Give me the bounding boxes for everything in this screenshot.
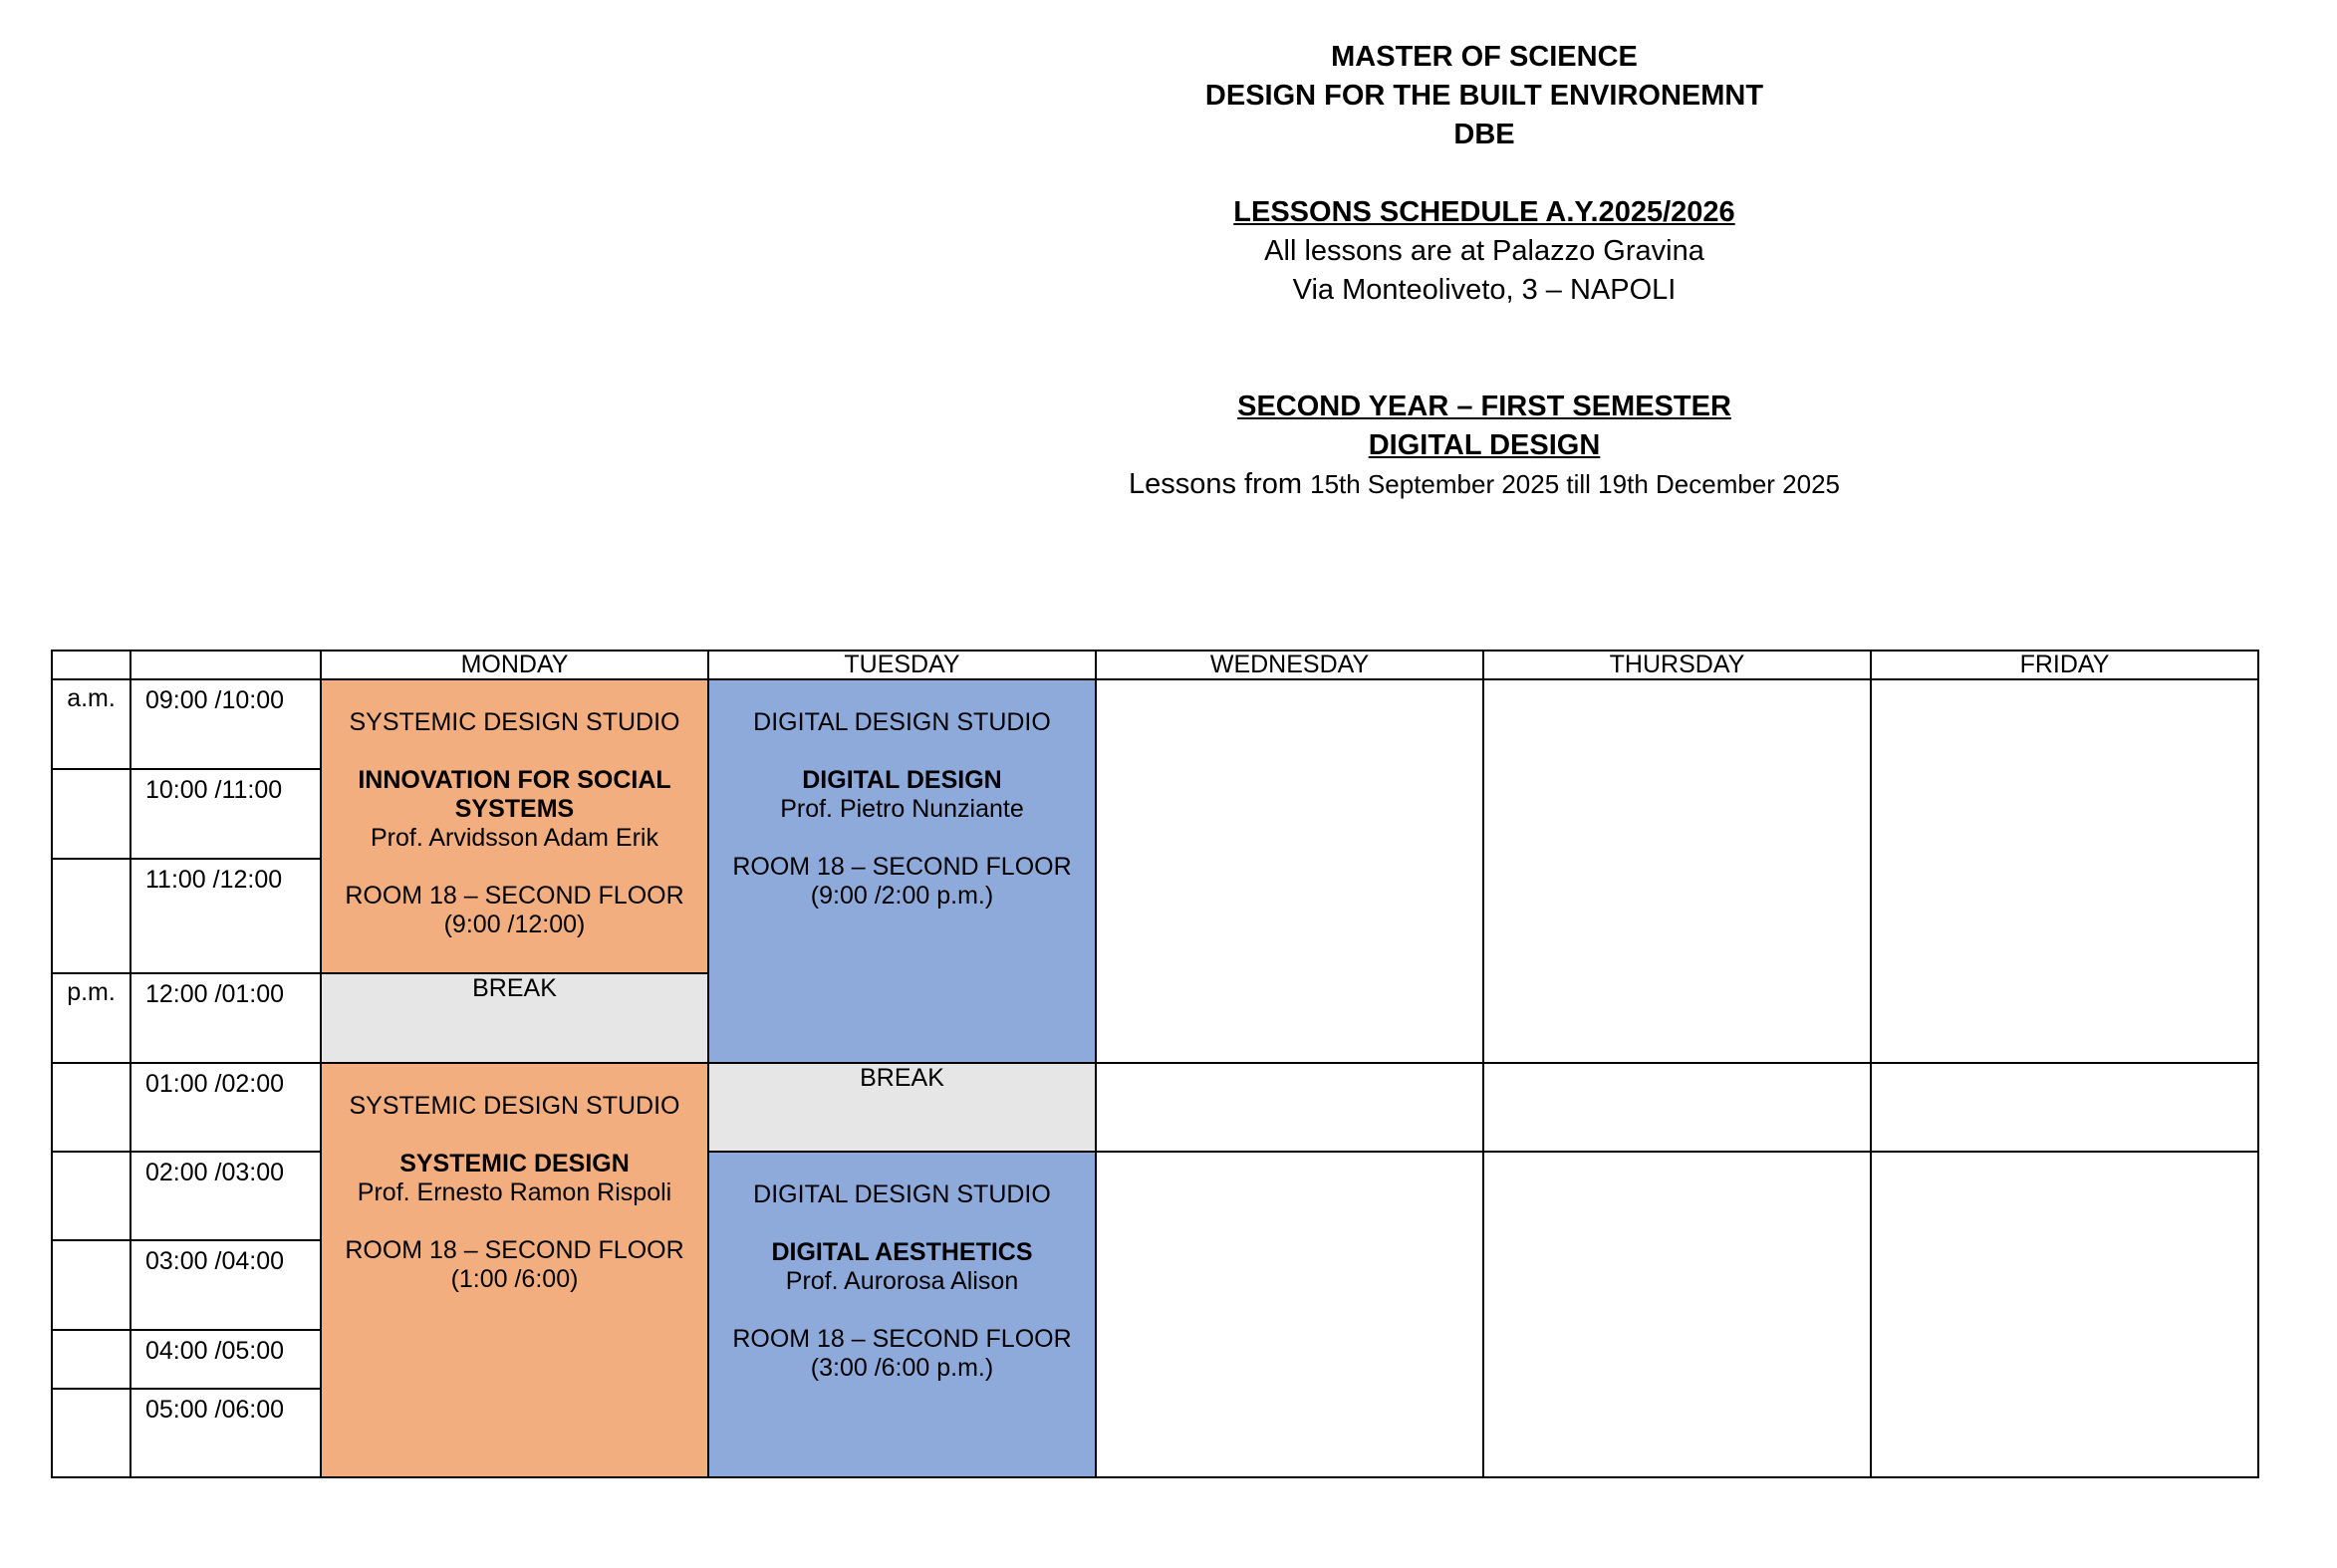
period-blank: [52, 1063, 130, 1152]
thursday-morning-empty: [1483, 679, 1871, 1063]
period-blank: [52, 1240, 130, 1330]
time-slot: 04:00 /05:00: [130, 1330, 321, 1389]
day-header-tuesday: TUESDAY: [708, 651, 1096, 679]
program-acronym: DBE: [1453, 119, 1515, 150]
header-blank-period: [52, 651, 130, 679]
tuesday-break: BREAK: [708, 1063, 1096, 1152]
monday-break: BREAK: [321, 973, 708, 1063]
time-slot: 09:00 /10:00: [130, 679, 321, 769]
lesson-hours: (1:00 /6:00): [450, 1265, 579, 1293]
tuesday-afternoon-lesson: [708, 1152, 1096, 1477]
time-slot: 03:00 /04:00: [130, 1240, 321, 1330]
professor-name: Prof. Aurorosa Alison: [785, 1267, 1019, 1295]
table-row: [52, 679, 2258, 769]
time-slot: 02:00 /03:00: [130, 1152, 321, 1240]
studio-name: DIGITAL DESIGN STUDIO: [753, 708, 1051, 736]
location-line-2: Via Monteoliveto, 3 – NAPOLI: [1292, 274, 1677, 306]
period-am: a.m.: [52, 679, 130, 769]
lesson-dates-prefix: Lessons from: [1128, 468, 1311, 500]
course-name-line-1: INNOVATION FOR SOCIAL: [358, 766, 671, 794]
course-name: DIGITAL AESTHETICS: [771, 1238, 1033, 1266]
professor-name: Prof. Ernesto Ramon Rispoli: [357, 1178, 672, 1206]
professor-name: Prof. Pietro Nunziante: [780, 795, 1024, 823]
document-header: [1036, 38, 1933, 504]
time-slot: 11:00 /12:00: [130, 859, 321, 973]
studio-name: SYSTEMIC DESIGN STUDIO: [349, 1092, 680, 1120]
course-name: DIGITAL DESIGN: [802, 766, 1002, 794]
tuesday-morning-lesson: [708, 679, 1096, 1063]
period-blank: [52, 1152, 130, 1240]
time-slot: 12:00 /01:00: [130, 973, 321, 1063]
day-header-wednesday: WEDNESDAY: [1096, 651, 1483, 679]
table-row: [52, 1063, 2258, 1152]
time-slot: 10:00 /11:00: [130, 769, 321, 859]
thursday-afternoon-empty: [1483, 1152, 1871, 1477]
schedule-title: LESSONS SCHEDULE A.Y.2025/2026: [1233, 196, 1735, 228]
monday-morning-lesson: [321, 679, 708, 973]
room-location: ROOM 18 – SECOND FLOOR: [345, 882, 684, 910]
day-header-monday: MONDAY: [321, 651, 708, 679]
professor-name: Prof. Arvidsson Adam Erik: [370, 824, 658, 852]
monday-afternoon-lesson: [321, 1063, 708, 1477]
friday-morning-empty: [1871, 679, 2258, 1063]
room-location: ROOM 18 – SECOND FLOOR: [345, 1236, 684, 1264]
room-location: ROOM 18 – SECOND FLOOR: [732, 853, 1072, 881]
year-semester: SECOND YEAR – FIRST SEMESTER: [1237, 391, 1731, 422]
degree-title: MASTER OF SCIENCE: [1331, 41, 1638, 73]
period-blank: [52, 859, 130, 973]
curriculum-title: DIGITAL DESIGN: [1368, 429, 1601, 461]
course-name-line-2: SYSTEMS: [454, 795, 575, 823]
course-name: SYSTEMIC DESIGN: [399, 1150, 630, 1177]
day-header-thursday: THURSDAY: [1483, 651, 1871, 679]
day-header-friday: FRIDAY: [1871, 651, 2258, 679]
header-blank-time: [130, 651, 321, 679]
program-title: DESIGN FOR THE BUILT ENVIRONEMNT: [1204, 80, 1764, 112]
lesson-hours: (9:00 /2:00 p.m.): [810, 882, 994, 910]
studio-name: SYSTEMIC DESIGN STUDIO: [349, 708, 680, 736]
time-slot: 01:00 /02:00: [130, 1063, 321, 1152]
period-blank: [52, 769, 130, 859]
room-location: ROOM 18 – SECOND FLOOR: [732, 1325, 1072, 1353]
day-header-row: [52, 651, 2258, 679]
time-slot: 05:00 /06:00: [130, 1389, 321, 1477]
thursday-midday-empty: [1483, 1063, 1871, 1152]
period-blank: [52, 1330, 130, 1389]
period-pm: p.m.: [52, 973, 130, 1063]
lesson-hours: (3:00 /6:00 p.m.): [810, 1354, 994, 1382]
location-line-1: All lessons are at Palazzo Gravina: [1264, 235, 1704, 267]
wednesday-morning-empty: [1096, 679, 1483, 1063]
lesson-dates: [1036, 465, 1933, 504]
lesson-dates-range: 15th September 2025 till 19th December 2025: [1310, 469, 1841, 499]
period-blank: [52, 1389, 130, 1477]
lesson-hours: (9:00 /12:00): [443, 911, 586, 938]
wednesday-afternoon-empty: [1096, 1152, 1483, 1477]
friday-midday-empty: [1871, 1063, 2258, 1152]
studio-name: DIGITAL DESIGN STUDIO: [753, 1180, 1051, 1208]
friday-afternoon-empty: [1871, 1152, 2258, 1477]
wednesday-midday-empty: [1096, 1063, 1483, 1152]
schedule-table: [51, 650, 2259, 1478]
